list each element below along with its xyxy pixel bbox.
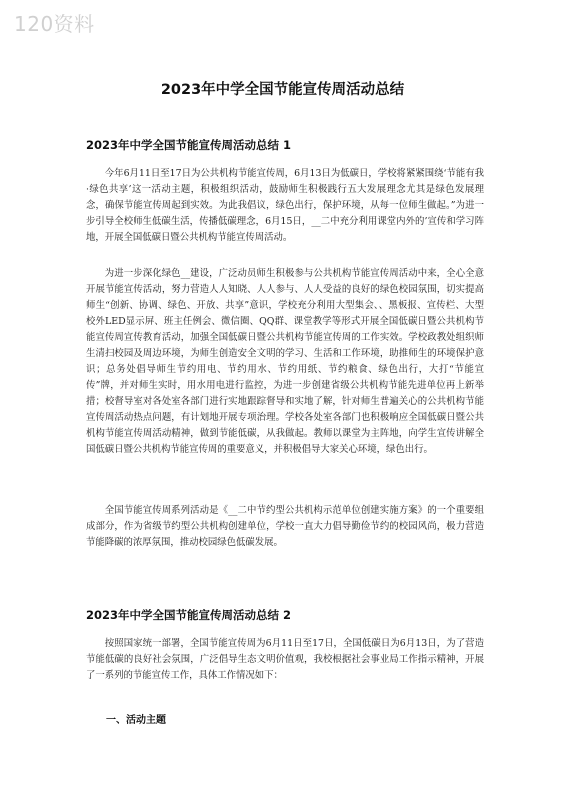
- section-1-heading: 2023年中学全国节能宣传周活动总结 1: [86, 138, 292, 152]
- document-title: 2023年中学全国节能宣传周活动总结: [160, 82, 405, 98]
- section-1-paragraph-1: 今年6月11日至17日为公共机构节能宣传周，6月13日为低碳日，学校将紧紧围绕‘节能有我·绿色共享’这一活动主题，积极组织活动，鼓励师生积极践行五大发展理念尤其是绿色发展理念，确保节能宣传周起到实效。为此我倡议，绿色出行，保护环境，从每一位师生做起。”为进一步引导全校师生低碳生活，传播低碳理念，6月15日，__二中充分利用课堂内外的’宣传和学习阵地，开展全国低碳日暨公共机构节能宣传周活动。: [86, 168, 484, 243]
- section-2-heading: 2023年中学全国节能宣传周活动总结 2: [86, 608, 292, 622]
- section-2-subheading: 一、活动主题: [106, 715, 166, 726]
- section-2-paragraph-1: 按照国家统一部署，全国节能宣传周为6月11日至17日，全国低碳日为6月13日，为了营造节能低碳的良好社会氛围，广泛倡导生态文明价值观，我校根据社会事业局工作指示精神，开展了一系列的节能宣传工作，具体工作情况如下：: [86, 638, 484, 681]
- section-1-paragraph-3: 全国节能宣传周系列活动是《__二中节约型公共机构示范单位创建实施方案》的一个重要组成部分，作为省级节约型公共机构创建单位，学校一直大力倡导勤俭节约的校园风尚，极力营造节能降碳的浓厚氛围，推动校园绿色低碳发展。: [86, 505, 484, 548]
- section-1-paragraph-2: 为进一步深化绿色__建设，广泛动员师生积极参与公共机构节能宣传周活动中来，全心全意开展节能宣传活动，努力营造人人知晓、人人参与、人人受益的良好的绿色校园氛围，切实提高师生“创新、协调、绿色、开放、共享”意识，学校充分利用大型集会、、黑板报、宣传栏、大型校外LED显示屏、班主任例会、微信圈、QQ群、课堂教学等形式开展全国低碳日暨公共机构节能宣传周宣传教育活动，加强全国低碳日暨公共机构节能宣传周的工作实效。学校政教处组织师生清扫校园及周边环境，为师生创造安全文明的学习、生活和工作环境，助推师生的环境保护意识；总务处倡导师生节约用电、节约用水、节约用纸、节约粮食、绿色出行，大打“节能宣传”牌，并对师生实时，用水用电进行监控，为进一步创建省级公共机构节能先进单位再上新举措；校督导室对各处室各部门进行实地跟踪督导和实地了解，针对师生普遍关心的公共机构节能宣传周活动热点问题，有计划地开展专项治理。学校各处室各部门也积极响应全国低碳日暨公共机构节能宣传周活动精神，做到节能低碳，从我做起。教师以课堂为主阵地，向学生宣传讲解全国低碳日暨公共机构节能宣传周的重要意义，并积极倡导大家关心环境，绿色出行。: [86, 268, 484, 455]
- watermark: 120资料: [14, 12, 95, 36]
